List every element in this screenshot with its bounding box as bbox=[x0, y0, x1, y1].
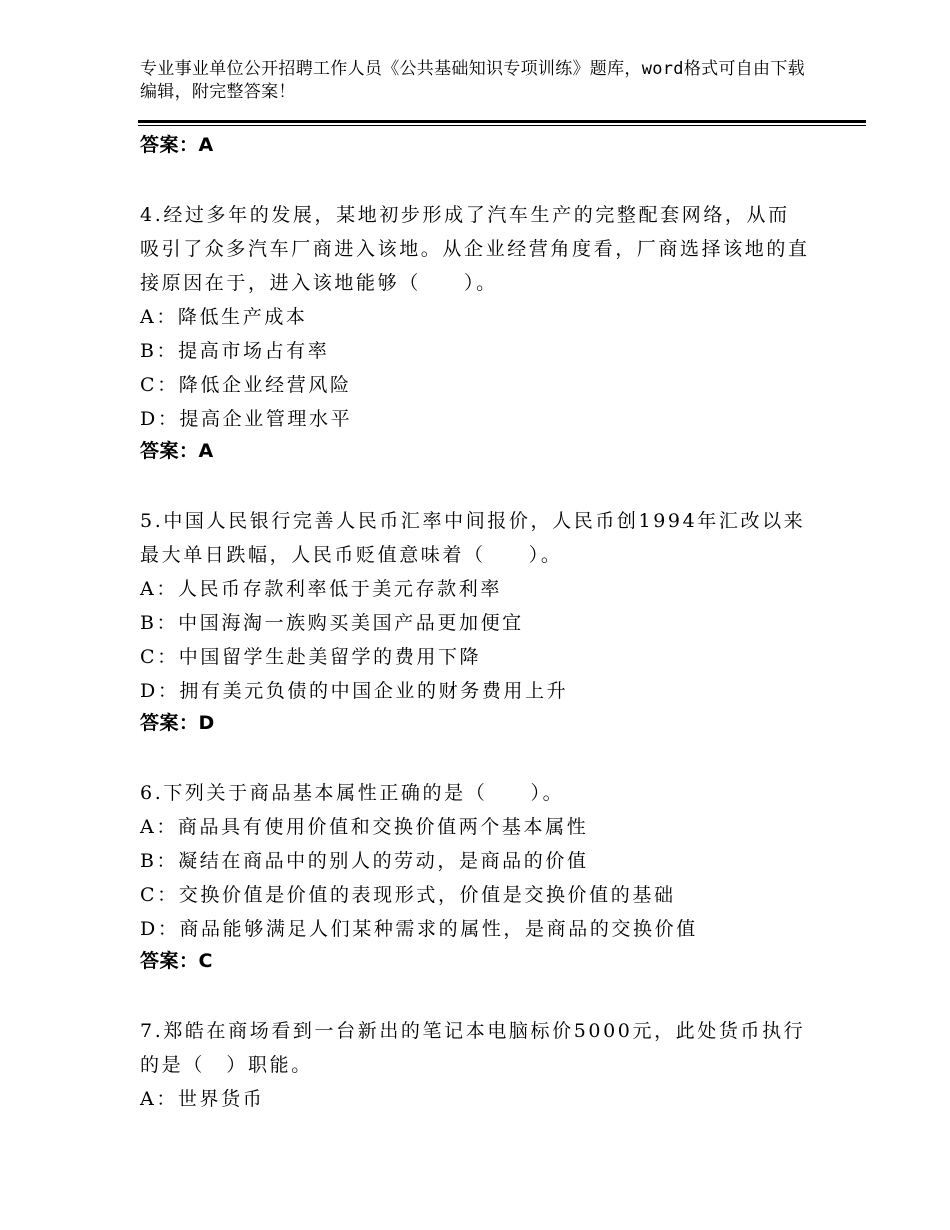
option-b: B：中国海淘一族购买美国产品更加便宜 bbox=[140, 612, 524, 634]
option-a: A：降低生产成本 bbox=[140, 306, 308, 328]
option-d: D：提高企业管理水平 bbox=[140, 408, 353, 430]
question-stem: 7.郑皓在商场看到一台新出的笔记本电脑标价5000元，此处货币执行的是（ ）职能。 bbox=[140, 1020, 806, 1076]
answer: 答案：D bbox=[140, 712, 215, 734]
header-rule-thick bbox=[138, 120, 866, 123]
option-d: D：拥有美元负债的中国企业的财务费用上升 bbox=[140, 680, 569, 702]
answer: 答案：C bbox=[140, 950, 213, 972]
option-c: C：中国留学生赴美留学的费用下降 bbox=[140, 646, 482, 668]
question-stem: 6.下列关于商品基本属性正确的是（ ）。 bbox=[140, 782, 565, 804]
question-6 bbox=[140, 776, 810, 976]
option-d: D：商品能够满足人们某种需求的属性，是商品的交换价值 bbox=[140, 918, 698, 940]
question-7 bbox=[140, 1014, 810, 1116]
option-a: A：商品具有使用价值和交换价值两个基本属性 bbox=[140, 816, 589, 838]
option-c: C：降低企业经营风险 bbox=[140, 374, 352, 396]
option-a: A：人民币存款利率低于美元存款利率 bbox=[140, 578, 502, 600]
header-rule-thin bbox=[138, 125, 866, 126]
previous-answer: 答案：A bbox=[140, 134, 214, 156]
question-4 bbox=[140, 198, 810, 466]
option-b: B：凝结在商品中的别人的劳动，是商品的价值 bbox=[140, 850, 589, 872]
page-header bbox=[140, 58, 810, 104]
question-5 bbox=[140, 504, 810, 738]
option-c: C：交换价值是价值的表现形式，价值是交换价值的基础 bbox=[140, 884, 676, 906]
question-stem: 5.中国人民银行完善人民币汇率中间报价，人民币创1994年汇改以来最大单日跌幅，人民币贬值意味着（ ）。 bbox=[140, 510, 806, 566]
question-list bbox=[140, 130, 810, 1116]
question-stem: 4.经过多年的发展，某地初步形成了汽车生产的完整配套网络，从而吸引了众多汽车厂商进入该地。从企业经营角度看，厂商选择该地的直接原因在于，进入该地能够（ ）。 bbox=[140, 204, 810, 294]
option-b: B：提高市场占有率 bbox=[140, 340, 330, 362]
option-a: A：世界货币 bbox=[140, 1088, 265, 1110]
header-title: 专业事业单位公开招聘工作人员《公共基础知识专项训练》题库，word格式可自由下载编辑，附完整答案！ bbox=[140, 59, 805, 102]
answer: 答案：A bbox=[140, 440, 214, 462]
